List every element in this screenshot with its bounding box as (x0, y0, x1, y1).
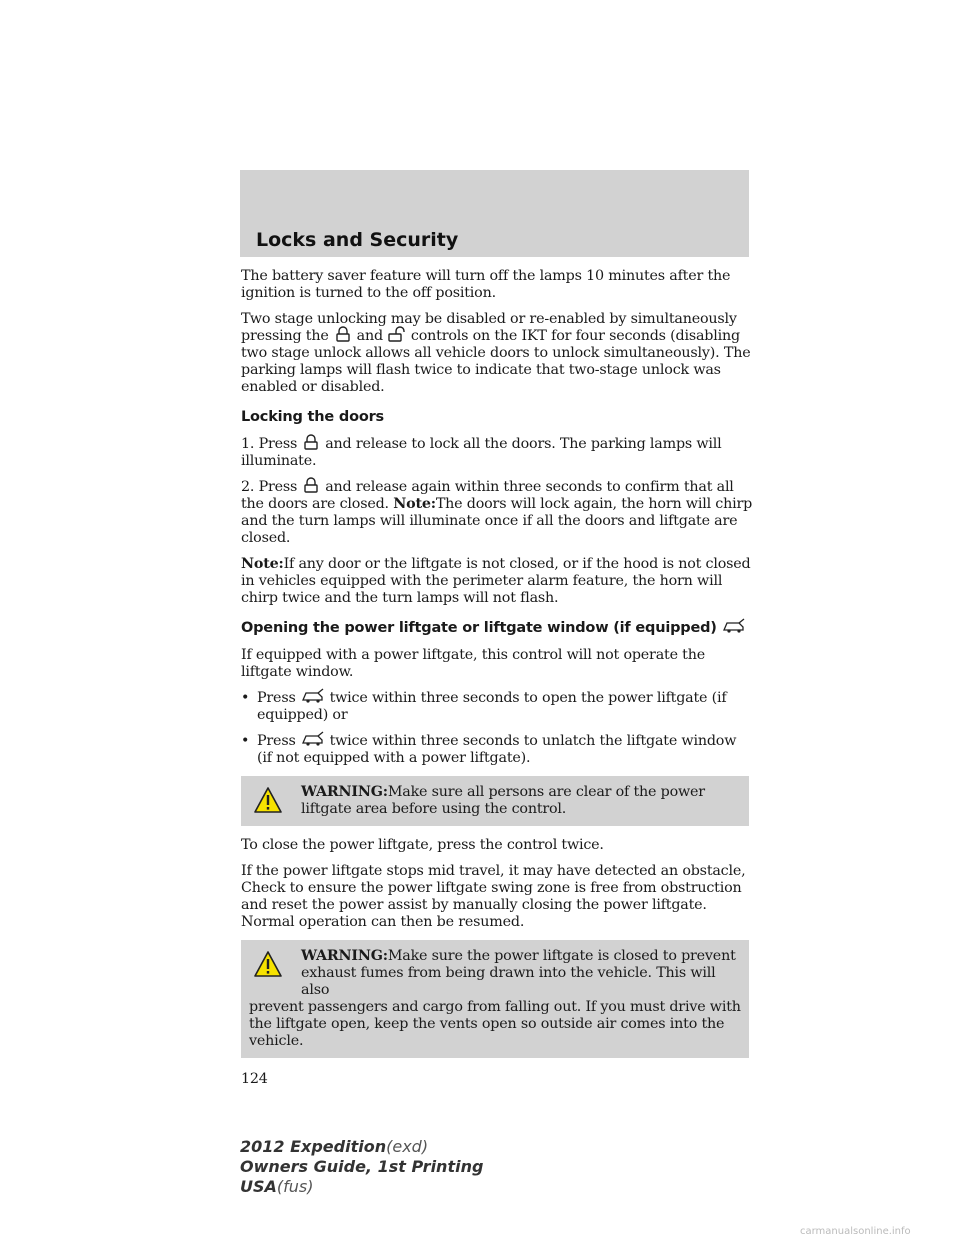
watermark: carmanualsonline.info (800, 1226, 911, 1237)
note-paragraph: Note:If any door or the liftgate is not closed, or if the hood is not closed in vehicles equipped with the perimeter alarm feature, the horn will chirp twice and the turn lamps will not flash. (241, 556, 751, 606)
list-item: • Press twice within three seconds to open the power liftgate (if equipped) or (241, 690, 727, 723)
paragraph-liftgate-note: If equipped with a power liftgate, this control will not operate the liftgate window. (241, 647, 705, 680)
step-1: 1. Press and release to lock all the doors. The parking lamps will illuminate. (241, 436, 722, 469)
page-number: 124 (241, 1071, 268, 1087)
list-item: • Press twice within three seconds to unlatch the liftgate window (if not equipped with a power liftgate). (241, 733, 737, 766)
warning-triangle-icon (253, 950, 283, 978)
warning-label: WARNING: (301, 784, 388, 800)
section-header (240, 170, 749, 257)
warning-triangle-icon (253, 786, 283, 814)
warning-text: Make sure all persons are clear of the power liftgate area before using the control. (301, 784, 705, 817)
liftgate-icon (300, 731, 326, 747)
liftgate-icon (300, 688, 326, 704)
paragraph-two-stage-unlock: Two stage unlocking may be disabled or re-enabled by simultaneously pressing the and controls on the IKT for four seconds (disabling two stage unlock allows all vehicle doors to unlock simultaneously). The parking lamps will flash twice to indicate that two-stage unlock was enabled or disabled. (241, 311, 751, 395)
heading-locking-doors: Locking the doors (241, 409, 384, 425)
lock-icon (301, 434, 321, 450)
warning-label: WARNING: (301, 948, 388, 964)
note-label: Note: (241, 556, 284, 572)
lock-icon (301, 477, 321, 493)
note-label: Note: (393, 496, 436, 512)
paragraph-battery-saver: The battery saver feature will turn off the lamps 10 minutes after the ignition is turned to the off position. (241, 268, 731, 301)
paragraph-close-liftgate: To close the power liftgate, press the control twice. (241, 837, 604, 853)
step-2: 2. Press and release again within three seconds to confirm that all the doors are closed. Note:The doors will lock again, the horn will chirp and the turn lamps will illuminate once if all the doors and liftgate are closed. (241, 479, 753, 546)
warning-box (241, 940, 749, 1058)
section-title: Locks and Security (256, 229, 459, 251)
paragraph-liftgate-stops: If the power liftgate stops mid travel, it may have detected an obstacle, Check to ensure the power liftgate swing zone is free from obstruction and reset the power assist by manually closing the power liftgate. Normal operation can then be resumed. (241, 863, 746, 930)
page-body (241, 268, 753, 1088)
warning-text: Make sure the power liftgate is closed to prevent exhaust fumes from being drawn into the vehicle. This will also (301, 948, 736, 998)
liftgate-icon (721, 618, 747, 634)
warning-text-continued: prevent passengers and cargo from falling out. If you must drive with the liftgate open, keep the vents open so outside air comes into the vehicle. (249, 999, 741, 1049)
lock-icon (333, 326, 353, 342)
heading-power-liftgate: Opening the power liftgate or liftgate window (if equipped) (241, 620, 753, 637)
footer-print-info: 2012 Expedition(exd) Owners Guide, 1st Printing USA(fus) (240, 1137, 484, 1196)
warning-box (241, 776, 749, 826)
unlock-icon (387, 326, 407, 342)
